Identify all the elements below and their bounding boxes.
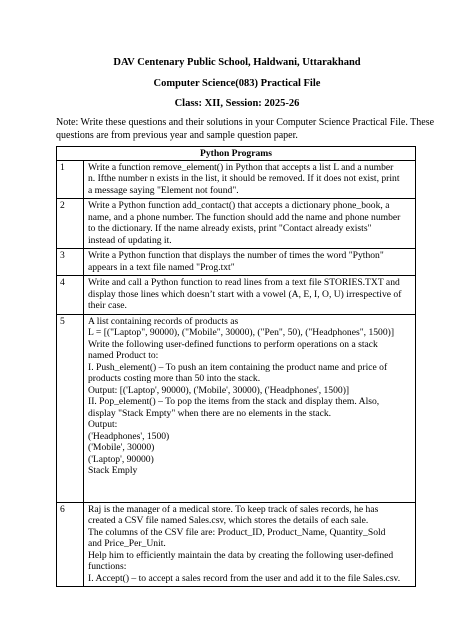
question-text	[84, 276, 416, 315]
question-line: instead of updating it.	[88, 234, 172, 246]
question-line: ('Headphones', 1500)	[88, 430, 170, 442]
question-line: Stack Emply	[88, 465, 138, 476]
question-line: L = [("Laptop", 90000), ("Mobile", 30000), ("Pen", 50), ("Headphones", 1500)]	[88, 327, 395, 338]
question-line: products costing more than 50 into the stack.	[88, 373, 261, 384]
question-line: named Product to:	[88, 350, 159, 361]
question-number: 5	[57, 314, 84, 502]
question-line: Write a Python function that displays the number of times the word "Python"	[88, 250, 384, 261]
question-line: I. Push_element() – To push an item containing the product name and price of	[88, 361, 388, 373]
question-line: a message saying "Element not found".	[88, 184, 239, 196]
question-line: Write a function remove_element() in Python that accepts a list L and a number	[88, 161, 394, 173]
note-paragraph: Note: Write these questions and their solutions in your Computer Science Practical File. These questions are from previous year and sample question paper.	[56, 117, 435, 141]
question-line: A list containing records of products as	[88, 315, 239, 327]
question-text	[84, 160, 416, 199]
question-number: 1	[57, 160, 84, 199]
question-line: Help him to efficiently maintain the data by creating the following user-defined	[88, 549, 394, 561]
subject-title: Computer Science(083) Practical File	[153, 78, 321, 89]
question-line: name, and a phone number. The function should add the name and phone number	[88, 211, 401, 223]
class-session: Class: XII, Session: 2025-26	[174, 98, 300, 109]
question-line: created a CSV file named Sales.csv, which stores the details of each sale.	[88, 515, 369, 526]
question-line: display "Stack Empty" when there are no elements in the stack.	[88, 407, 332, 419]
question-line	[88, 488, 412, 500]
question-text	[84, 502, 416, 587]
question-number: 3	[57, 249, 84, 276]
question-text	[84, 249, 416, 276]
question-line: Raj is the manager of a medical store. To keep track of sales records, he has	[88, 503, 379, 515]
table-row	[57, 502, 416, 587]
question-number: 2	[57, 199, 84, 249]
question-line: Output: [('Laptop', 90000), ('Mobile', 30000), ('Headphones', 1500)]	[88, 384, 350, 396]
question-line: I. Accept() – to accept a sales record from the user and add it to the file Sales.csv.	[88, 572, 401, 584]
question-number: 6	[57, 502, 84, 587]
question-text	[84, 314, 416, 502]
table-row	[57, 160, 416, 199]
question-line: appears in a text file named "Prog.txt"	[88, 261, 235, 273]
school-name: DAV Centenary Public School, Haldwani, Uttarakhand	[113, 57, 361, 68]
question-number: 4	[57, 276, 84, 315]
table-row	[57, 314, 416, 502]
table-title: Python Programs	[57, 147, 416, 161]
question-line: II. Pop_element() – To pop the items from the stack and display them. Also,	[88, 396, 380, 407]
question-line: Write the following user-defined functions to perform operations on a stack	[88, 338, 378, 350]
question-line: ('Laptop', 90000)	[88, 453, 154, 465]
question-line: Output:	[88, 419, 118, 430]
table-row	[57, 199, 416, 249]
question-line: their case.	[88, 300, 127, 311]
table-row	[57, 249, 416, 276]
question-line: The columns of the CSV file are: Product_ID, Product_Name, Quantity_Sold	[88, 526, 386, 538]
question-line: to the dictionary. If the name already exists, print "Contact already exists"	[88, 223, 372, 234]
question-line: Write a Python function add_contact() that accepts a dictionary phone_book, a	[88, 200, 390, 211]
question-line: display those lines which doesn’t start with a vowel (A, E, I, O, U) irrespective of	[88, 288, 402, 300]
table-row	[57, 276, 416, 315]
question-line: ('Mobile', 30000)	[88, 442, 155, 453]
question-line: functions:	[88, 561, 127, 572]
question-text	[84, 199, 416, 249]
question-line: and Price_Per_Unit.	[88, 538, 166, 549]
question-line: Write and call a Python function to read lines from a text file STORIES.TXT and	[88, 277, 400, 288]
question-line: n. Ifthe number n exists in the list, it should be removed. If it does not exist, print	[88, 173, 400, 184]
programs-table	[56, 146, 416, 587]
question-line	[88, 477, 412, 489]
programs-table-body	[57, 160, 416, 587]
